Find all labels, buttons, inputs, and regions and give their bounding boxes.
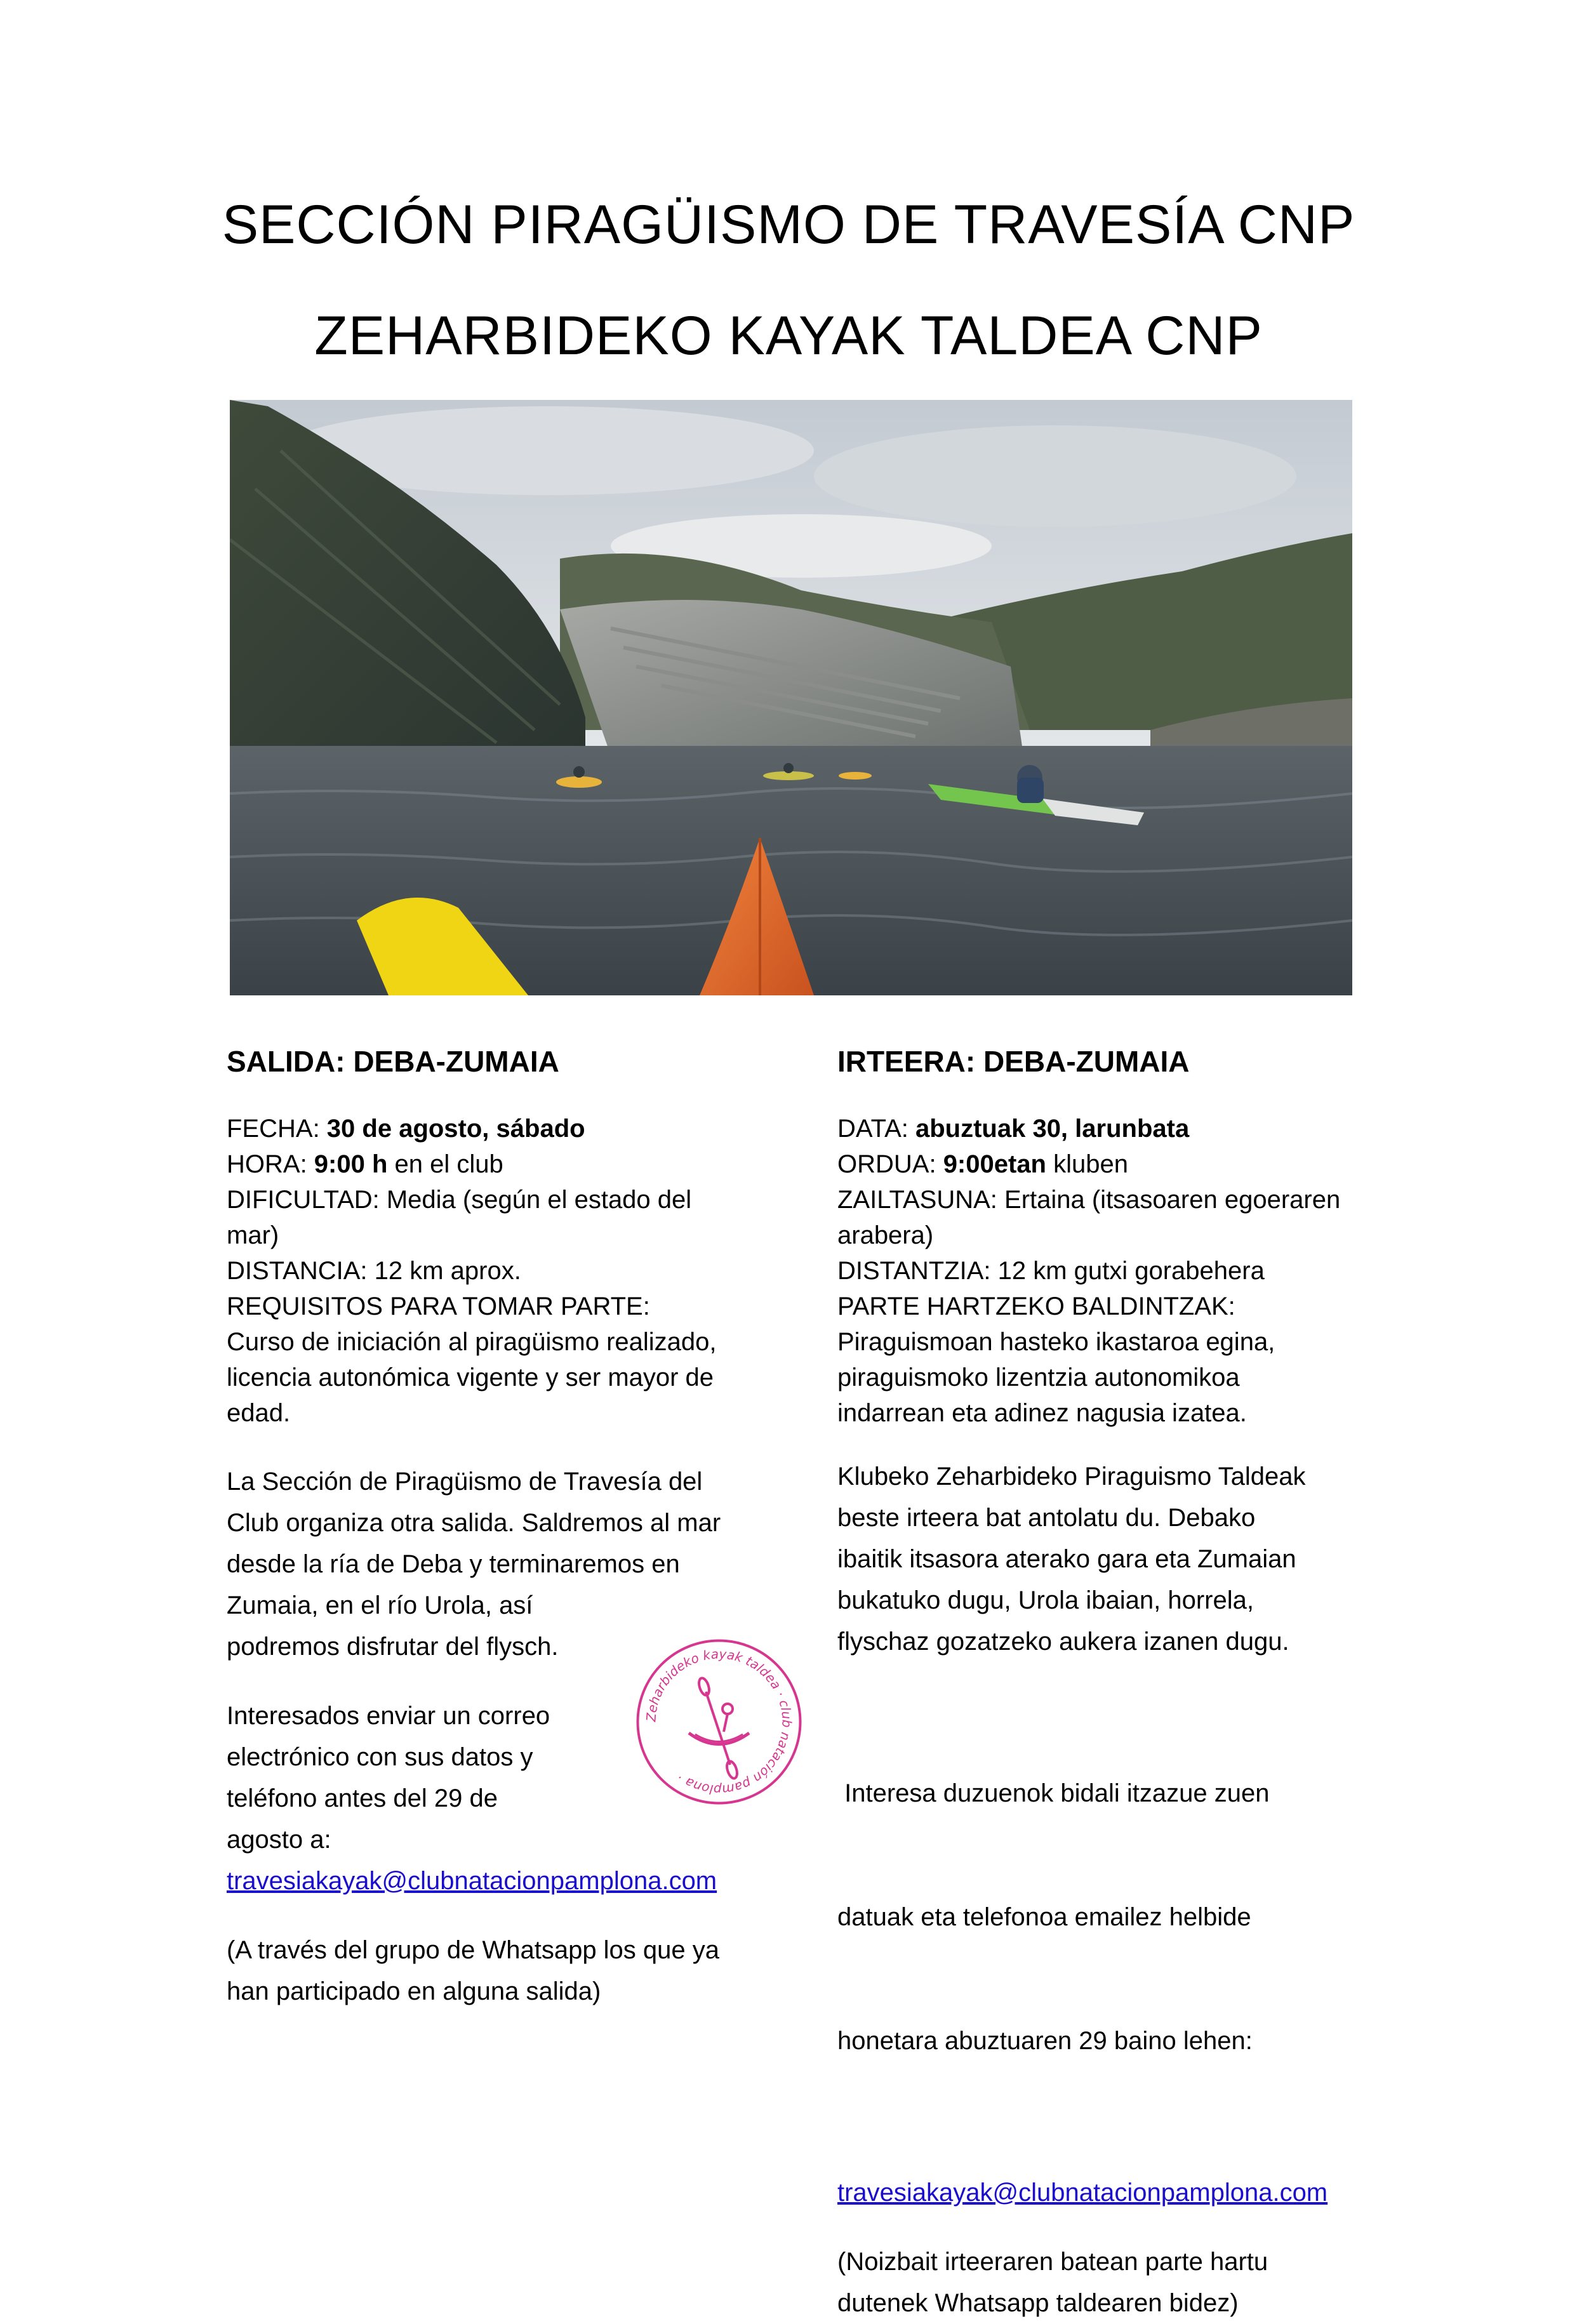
contact-paragraph [837,1690,1377,2144]
hora-value: 9:00 h [314,1150,388,1178]
email-paragraph [837,2172,1377,2214]
zailtasuna-line: arabera) [837,1221,934,1249]
text-line: bukatuko dugu, Urola ibaian, horrela, [837,1586,1254,1614]
text-line: (Noizbait irteeraren batean parte hartu [837,2248,1268,2276]
kayak-photo [230,400,1352,995]
page-title-spanish: SECCIÓN PIRAGÜISMO DE TRAVESÍA CNP [222,194,1355,255]
fecha-label: FECHA: [227,1115,327,1143]
text-line: ibaitik itsasora aterako gara eta Zumaian [837,1545,1296,1573]
data-label: DATA: [837,1115,915,1143]
data-value: abuztuak 30, larunbata [915,1115,1190,1143]
text-line: La Sección de Piragüismo de Travesía del [227,1468,703,1496]
text-line: honetara abuztuaren 29 baino lehen: [837,2027,1253,2055]
irteera-heading: IRTEERA: DEBA-ZUMAIA [837,1045,1190,1078]
baldintzak-label: PARTE HARTZEKO BALDINTZAK: [837,1292,1235,1320]
text-line: Zumaia, en el río Urola, así [227,1591,533,1619]
requisitos-line: licencia autonómica vigente y ser mayor de [227,1364,714,1391]
email-link[interactable]: travesiakayak@clubnatacionpamplona.com [227,1867,717,1895]
text-line: agosto a: [227,1826,331,1854]
svg-text:Zeharbideko kayak taldea · clu [643,1646,794,1797]
text-line: han participado en alguna salida) [227,1977,601,2005]
text-line: electrónico con sus datos y [227,1743,533,1771]
hora-suffix: en el club [387,1150,503,1178]
text-line: teléfono antes del 29 de [227,1784,498,1812]
text-line: desde la ría de Deba y terminaremos en [227,1550,680,1578]
kayak-paddle-icon [689,1677,749,1780]
whatsapp-note [227,1930,766,2012]
ordua-label: ORDUA: [837,1150,943,1178]
baldintzak-line: piraguismoko lizentzia autonomikoa [837,1364,1240,1391]
distantzia-row: DISTANTZIA: 12 km gutxi gorabehera [837,1257,1265,1285]
logo-ring-text: Zeharbideko kayak taldea · club natación pamplona · [643,1646,795,1798]
text-line: dutenek Whatsapp taldearen bidez) [837,2289,1239,2317]
spanish-column [227,1041,766,2012]
dificultad-line: DIFICULTAD: Media (según el estado del [227,1186,692,1214]
zailtasuna-line: ZAILTASUNA: Ertaina (itsasoaren egoeraren [837,1186,1341,1214]
text-line: (A través del grupo de Whatsapp los que ya [227,1936,720,1964]
text-line: podremos disfrutar del flysch. [227,1633,559,1661]
text-line: Interesados enviar un correo [227,1702,550,1730]
basque-column [837,1041,1377,2324]
requisitos-line: edad. [227,1399,291,1427]
whatsapp-note [837,2241,1377,2324]
text-line: Club organiza otra salida. Saldremos al mar [227,1509,721,1537]
data-row [837,1111,1377,1146]
hora-row [227,1146,766,1182]
ordua-value: 9:00etan [943,1150,1046,1178]
text-line: beste irteera bat antolatu du. Debako [837,1504,1256,1532]
hora-label: HORA: [227,1150,314,1178]
distancia-row: DISTANCIA: 12 km aprox. [227,1257,521,1285]
text-line: Interesa duzuenok bidali itzazue zuen [837,1779,1270,1807]
dificultad-line: mar) [227,1221,279,1249]
requisitos-label: REQUISITOS PARA TOMAR PARTE: [227,1292,650,1320]
text-line: datuak eta telefonoa emailez helbide [837,1903,1251,1931]
baldintzak-line: indarrean eta adinez nagusia izatea. [837,1399,1247,1427]
ordua-suffix: kluben [1046,1150,1128,1178]
description-paragraph [227,1461,766,1668]
text-line: flyschaz gozatzeko aukera izanen dugu. [837,1628,1289,1656]
ordua-row [837,1146,1377,1182]
fecha-value: 30 de agosto, sábado [326,1115,585,1143]
salida-heading: SALIDA: DEBA-ZUMAIA [227,1045,559,1078]
club-logo-stamp [635,1638,803,1806]
requisitos-line: Curso de iniciación al piragüismo realizado, [227,1328,717,1356]
text-line: Klubeko Zeharbideko Piraguismo Taldeak [837,1463,1306,1491]
fecha-row [227,1111,766,1146]
page-title-basque: ZEHARBIDEKO KAYAK TALDEA CNP [314,305,1263,366]
baldintzak-line: Piraguismoan hasteko ikastaroa egina, [837,1328,1275,1356]
description-paragraph [837,1456,1377,1663]
email-link[interactable]: travesiakayak@clubnatacionpamplona.com [837,2179,1328,2207]
